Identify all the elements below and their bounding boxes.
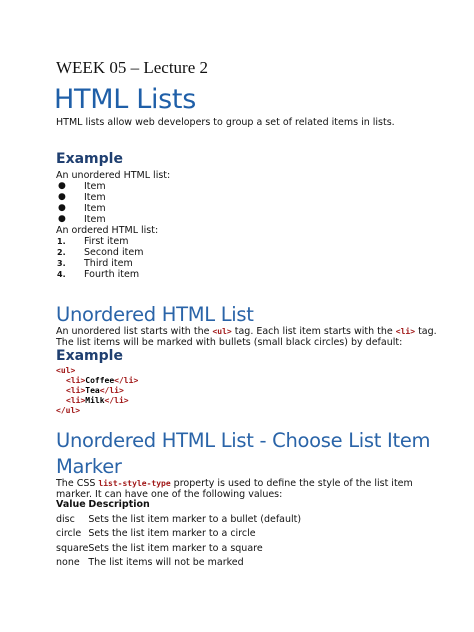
- list-number: 2.: [57, 248, 66, 257]
- list-number: 3.: [57, 259, 66, 268]
- bullet-icon: ●: [58, 181, 66, 191]
- intro-text: HTML lists allow web developers to group a set of related items in lists.: [56, 117, 395, 128]
- unordered-label: An unordered HTML list:: [56, 170, 171, 181]
- code-line: <li>Tea</li>: [66, 386, 124, 395]
- bullet-icon: ●: [58, 214, 66, 224]
- table-cell: Sets the list item marker to a bullet (default): [88, 513, 302, 525]
- table-cell: none: [56, 557, 80, 568]
- list-number: 4.: [57, 270, 66, 279]
- table-cell: Sets the list item marker to a square: [88, 542, 263, 554]
- table-cell: circle: [56, 528, 82, 539]
- page-title: HTML Lists: [54, 84, 196, 115]
- code-line: <li>Coffee</li>: [66, 376, 139, 385]
- section-heading-marker-line2: Marker: [56, 455, 122, 478]
- section-heading-unordered: Unordered HTML List: [56, 303, 254, 326]
- table-row: [56, 514, 301, 529]
- week-header: WEEK 05 – Lecture 2: [56, 58, 208, 77]
- table-header: Value: [56, 499, 86, 510]
- values-table: [56, 499, 301, 572]
- section-heading-marker-line1: Unordered HTML List - Choose List Item: [56, 429, 431, 452]
- table-cell: Sets the list item marker to a circle: [88, 528, 256, 539]
- table-row: [56, 528, 301, 543]
- list-number: 1.: [57, 237, 66, 246]
- marker-desc-line1: The CSS list-style-type property is used to define the style of the list item: [56, 478, 413, 489]
- code-line: <li>Milk</li>: [66, 396, 129, 405]
- table-header: Description: [88, 499, 150, 510]
- table-header-row: [56, 499, 301, 514]
- unordered-desc-line2: The list items will be marked with bullets (small black circles) by default:: [56, 337, 403, 348]
- bullet-icon: ●: [58, 203, 66, 213]
- table-row: [56, 543, 301, 558]
- table-cell: square: [56, 542, 89, 554]
- ordered-label: An ordered HTML list:: [56, 225, 159, 236]
- example-heading-2: Example: [56, 348, 123, 364]
- document-page: WEEK 05 – Lecture 2 HTML Lists HTML lists allow web developers to group a set of related items in lists. Example An unordered HTML list: ● Item ● Item ● Item ● Item An ordered HTML list: 1. First item 2. Second item 3. Third item 4. Fourth item Unordered HTML List An unordered list starts with the <ul> tag. Each list item starts with the <li> tag. The list items will be marked with bullets (small black circles) by default: Example <ul> <li>Coffee</li> <li>Tea</li> <li>Milk</li> </ul> Unordered HTML List - Choose List Item Marker The CSS list-style-type property is used to define the style of the list item marker. It can have one of the following values: Value Description disc Sets the list item marker to a bullet (default) circle Sets the list item marker to a circle square Sets the list item marker to a square none The list items will not be marked: [0, 0, 474, 632]
- bullet-icon: ●: [58, 192, 66, 202]
- example-heading: Example: [56, 151, 123, 167]
- table-row: [56, 557, 301, 572]
- table-cell: disc: [56, 513, 75, 525]
- marker-desc-line2: marker. It can have one of the following values:: [56, 489, 283, 500]
- table-cell: The list items will not be marked: [88, 557, 244, 568]
- unordered-desc-line1: An unordered list starts with the <ul> tag. Each list item starts with the <li> tag.: [56, 326, 437, 337]
